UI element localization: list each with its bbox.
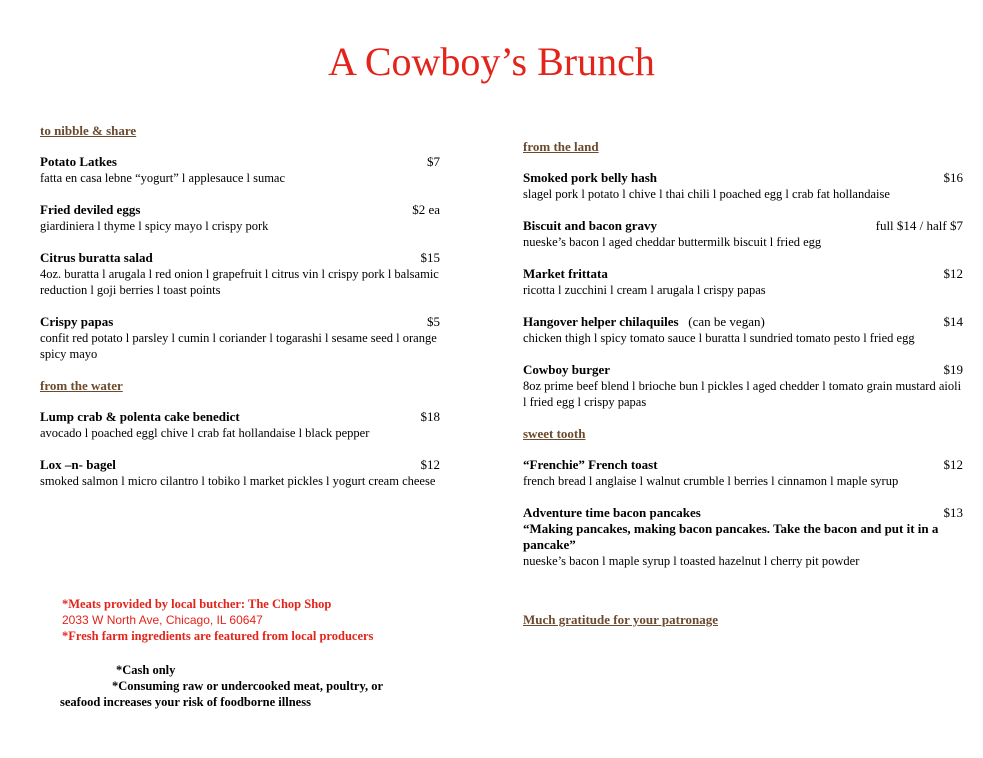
item-description: avocado l poached eggl chive l crab fat hollandaise l black pepper <box>40 426 370 440</box>
menu-item <box>523 362 963 410</box>
item-price: full $14 / half $7 <box>875 218 963 233</box>
menu-item <box>40 202 460 234</box>
farm-notice: *Fresh farm ingredients are featured from local producers <box>62 629 374 643</box>
item-price: $16 <box>943 170 963 185</box>
menu-item <box>523 266 963 298</box>
item-name: Smoked pork belly hash <box>523 170 658 185</box>
item-description: confit red potato l parsley l cumin l coriander l togarashi l sesame seed l orange spicy mayo <box>40 331 437 361</box>
item-price: $13 <box>943 505 963 520</box>
item-description: 8oz prime beef blend l brioche bun l pickles l aged chedder l tomato grain mustard aioli l fried egg l crispy papas <box>523 379 962 409</box>
menu-item <box>523 218 963 250</box>
section-water <box>40 378 460 489</box>
sourcing-notice <box>62 596 462 644</box>
item-description: smoked salmon l micro cilantro l tobiko l market pickles l yogurt cream cheese <box>40 474 436 488</box>
section-heading: from the water <box>40 378 123 393</box>
policy-notice <box>62 662 482 710</box>
menu-item <box>40 457 460 489</box>
item-name: Adventure time bacon pancakes <box>523 505 701 520</box>
item-name: Lump crab & polenta cake benedict <box>40 409 240 424</box>
item-price: $12 <box>943 266 963 281</box>
menu-item <box>523 170 963 202</box>
consumption-warning-line2: seafood increases your risk of foodborne illness <box>60 695 311 709</box>
item-price: $5 <box>427 314 440 329</box>
menu-item <box>523 457 963 489</box>
left-column <box>40 123 460 505</box>
menu-item <box>523 314 963 346</box>
meats-notice: *Meats provided by local butcher: The Chop Shop <box>62 597 332 611</box>
gratitude-note: Much gratitude for your patronage <box>523 612 718 627</box>
item-name: Potato Latkes <box>40 154 117 169</box>
item-description: nueske’s bacon l maple syrup l toasted hazelnut l cherry pit powder <box>523 554 860 568</box>
menu-item <box>40 154 460 186</box>
item-name: Fried deviled eggs <box>40 202 141 217</box>
section-heading: from the land <box>523 139 599 154</box>
menu-item <box>40 250 460 298</box>
item-description: slagel pork l potato l chive l thai chili l poached egg l crab fat hollandaise <box>523 187 890 201</box>
item-price: $12 <box>943 457 963 472</box>
item-name: Lox –n- bagel <box>40 457 116 472</box>
menu-item <box>40 314 460 362</box>
item-name: Hangover helper chilaquiles <box>523 314 679 329</box>
menu-title: A Cowboy’s Brunch <box>328 39 655 84</box>
item-name: Market frittata <box>523 266 608 281</box>
item-description: chicken thigh l spicy tomato sauce l buratta l sundried tomato pesto l fried egg <box>523 331 915 345</box>
item-price: $12 <box>420 457 440 472</box>
section-heading: sweet tooth <box>523 426 586 441</box>
section-land <box>523 139 963 410</box>
item-description: nueske’s bacon l aged cheddar buttermilk biscuit l fried egg <box>523 235 822 249</box>
right-column <box>523 139 963 585</box>
section-sweet <box>523 426 963 569</box>
item-name: Cowboy burger <box>523 362 611 377</box>
item-price: $2 ea <box>412 202 440 217</box>
cash-only-notice: *Cash only <box>116 663 176 677</box>
item-name: Crispy papas <box>40 314 114 329</box>
item-description: giardiniera l thyme l spicy mayo l crispy pork <box>40 219 269 233</box>
item-price: $14 <box>943 314 963 329</box>
menu-item <box>40 409 460 441</box>
item-description: french bread l anglaise l walnut crumble l berries l cinnamon l maple syrup <box>523 474 899 488</box>
item-description: fatta en casa lebne “yogurt” l applesauce l sumac <box>40 171 286 185</box>
section-nibble <box>40 123 460 362</box>
menu-item <box>523 505 963 569</box>
item-price: $18 <box>420 409 440 424</box>
item-quote: “Making pancakes, making bacon pancakes. Take the bacon and put it in a pancake” <box>523 521 939 552</box>
item-description: ricotta l zucchini l cream l arugala l crispy papas <box>523 283 766 297</box>
item-name: Citrus buratta salad <box>40 250 153 265</box>
consumption-warning-line1: *Consuming raw or undercooked meat, poultry, or <box>112 679 384 693</box>
item-description: 4oz. buratta l arugala l red onion l grapefruit l citrus vin l crispy pork l balsamic reduction l goji berries l toast points <box>40 267 439 297</box>
item-price: $19 <box>943 362 963 377</box>
item-name: Biscuit and bacon gravy <box>523 218 657 233</box>
item-note: (can be vegan) <box>688 314 765 329</box>
item-price: $7 <box>427 154 440 169</box>
section-heading: to nibble & share <box>40 123 137 138</box>
item-price: $15 <box>420 250 440 265</box>
item-name: “Frenchie” French toast <box>523 457 658 472</box>
butcher-address: 2033 W North Ave, Chicago, IL 60647 <box>62 613 263 627</box>
